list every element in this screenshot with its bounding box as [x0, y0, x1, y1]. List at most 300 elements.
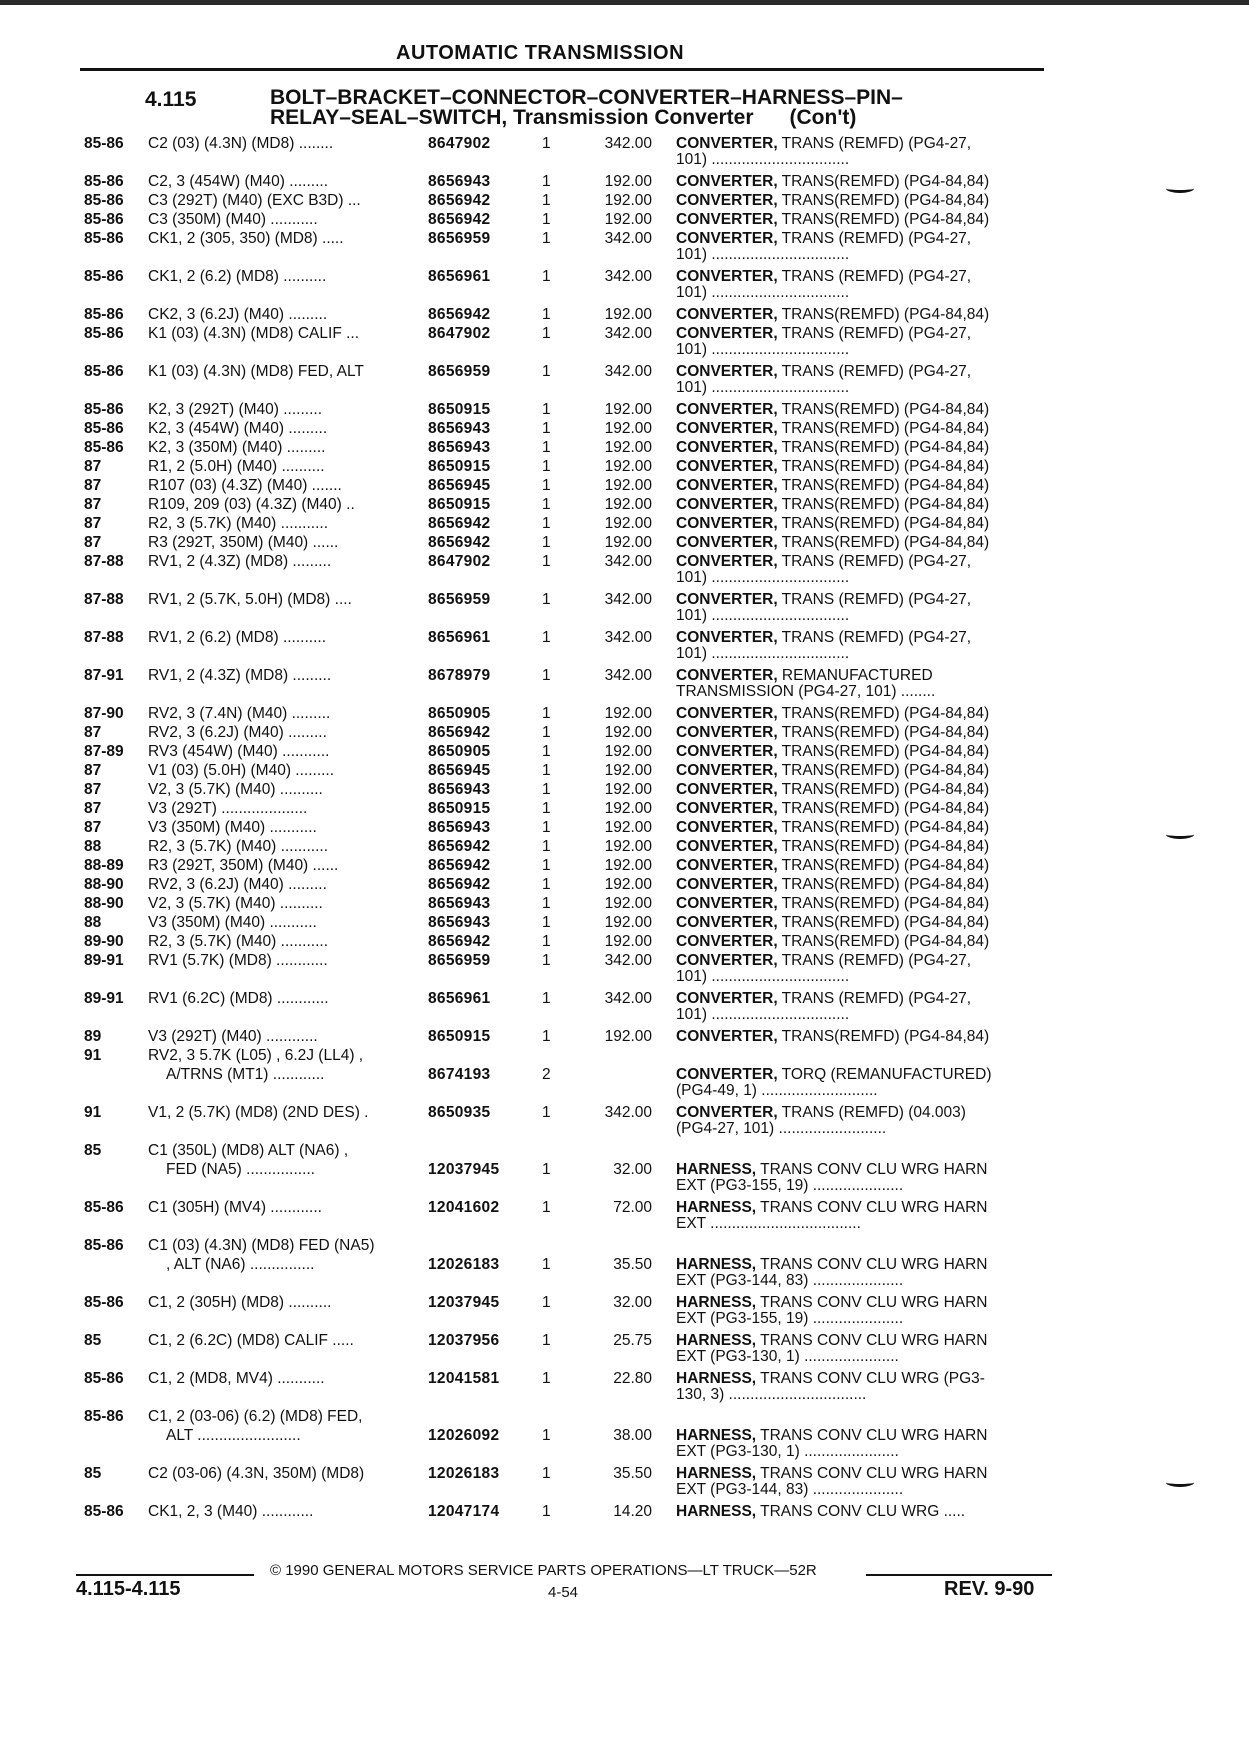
price: 192.00 — [604, 895, 652, 912]
part-number: 12041602 — [428, 1199, 500, 1216]
quantity: 1 — [542, 211, 551, 228]
table-row — [0, 913, 1249, 933]
part-number: 8656961 — [428, 629, 491, 646]
quantity: 1 — [542, 534, 551, 551]
model-years: 85-86 — [84, 1503, 124, 1520]
description-keyword: HARNESS, — [676, 1256, 757, 1273]
application: CK1, 2 (6.2) (MD8) .......... — [148, 268, 327, 285]
description — [676, 723, 1042, 742]
application: V2, 3 (5.7K) (M40) .......... — [148, 895, 323, 912]
description-keyword: CONVERTER, — [676, 990, 778, 1007]
price: 192.00 — [604, 933, 652, 950]
application: R2, 3 (5.7K) (M40) ........... — [148, 838, 329, 855]
description-text: TRANS (REMFD) (PG4-27, — [777, 135, 972, 152]
description-keyword: CONVERTER, — [676, 192, 778, 209]
description-keyword: HARNESS, — [676, 1427, 757, 1444]
model-years: 85-86 — [84, 268, 124, 285]
description-text: TRANS(REMFD) (PG4-84,84) — [777, 743, 990, 760]
quantity: 1 — [542, 1294, 551, 1311]
description — [676, 400, 1042, 419]
application: RV1, 2 (4.3Z) (MD8) ......... — [148, 667, 332, 684]
application: CK2, 3 (6.2J) (M40) ......... — [148, 306, 328, 323]
description-keyword: CONVERTER, — [676, 173, 778, 190]
application: K2, 3 (292T) (M40) ......... — [148, 401, 322, 418]
description-text: TRANS(REMFD) (PG4-84,84) — [777, 876, 990, 893]
binder-hole-mark — [1166, 1478, 1194, 1487]
model-years: 87-88 — [84, 591, 124, 608]
quantity: 1 — [542, 895, 551, 912]
price: 342.00 — [604, 1104, 652, 1121]
table-row-continuation — [0, 1176, 1249, 1196]
model-years: 85 — [84, 1142, 102, 1159]
model-years: 85-86 — [84, 230, 124, 247]
description-text: TRANS(REMFD) (PG4-84,84) — [777, 192, 990, 209]
table-row-continuation — [0, 1271, 1249, 1291]
quantity: 1 — [542, 268, 551, 285]
description — [676, 837, 1042, 856]
description-keyword: HARNESS, — [676, 1503, 757, 1520]
model-years: 87 — [84, 762, 102, 779]
price: 192.00 — [604, 496, 652, 513]
part-number: 8656943 — [428, 781, 491, 798]
table-row-continuation — [0, 1480, 1249, 1500]
description-continuation: 101) ................................ — [676, 151, 850, 168]
description-keyword: CONVERTER, — [676, 135, 778, 152]
description-keyword: CONVERTER, — [676, 1104, 778, 1121]
description-text: TRANS(REMFD) (PG4-84,84) — [777, 306, 990, 323]
description — [676, 856, 1042, 875]
description-text: TRANS CONV CLU WRG HARN — [756, 1294, 988, 1311]
description — [676, 305, 1042, 324]
model-years: 88 — [84, 914, 102, 931]
part-number: 8656959 — [428, 591, 491, 608]
quantity: 1 — [542, 781, 551, 798]
application: K2, 3 (350M) (M40) ......... — [148, 439, 326, 456]
application: C2 (03) (4.3N) (MD8) ........ — [148, 135, 334, 152]
table-row-continuation — [0, 1005, 1249, 1025]
price: 342.00 — [604, 952, 652, 969]
table-row-continuation — [0, 1385, 1249, 1405]
application: V3 (292T) .................... — [148, 800, 308, 817]
description-keyword: HARNESS, — [676, 1332, 757, 1349]
description-keyword: CONVERTER, — [676, 363, 778, 380]
description-text: TRANS(REMFD) (PG4-84,84) — [777, 420, 990, 437]
part-number: 8674193 — [428, 1066, 491, 1083]
description-keyword: CONVERTER, — [676, 1028, 778, 1045]
part-number: 8650915 — [428, 401, 491, 418]
description-text: TRANS(REMFD) (PG4-84,84) — [777, 762, 990, 779]
model-years: 88-90 — [84, 876, 124, 893]
quantity: 1 — [542, 306, 551, 323]
part-number: 8656943 — [428, 895, 491, 912]
description-keyword: CONVERTER, — [676, 306, 778, 323]
price: 35.50 — [613, 1465, 652, 1482]
description-text: TRANS CONV CLU WRG HARN — [756, 1199, 988, 1216]
table-row — [0, 856, 1249, 876]
model-years: 87 — [84, 819, 102, 836]
description-keyword: CONVERTER, — [676, 477, 778, 494]
description-keyword: CONVERTER, — [676, 534, 778, 551]
model-years: 85-86 — [84, 1370, 124, 1387]
quantity: 1 — [542, 553, 551, 570]
description-keyword: CONVERTER, — [676, 762, 778, 779]
description — [676, 704, 1042, 723]
part-number: 8656942 — [428, 857, 491, 874]
table-row — [0, 799, 1249, 819]
description-keyword: CONVERTER, — [676, 819, 778, 836]
description-keyword: CONVERTER, — [676, 724, 778, 741]
description-text: TRANS(REMFD) (PG4-84,84) — [777, 534, 990, 551]
quantity: 1 — [542, 1503, 551, 1520]
part-number: 8656943 — [428, 914, 491, 931]
price: 192.00 — [604, 306, 652, 323]
application: V2, 3 (5.7K) (M40) .......... — [148, 781, 323, 798]
table-row — [0, 1407, 1249, 1427]
table-row — [0, 476, 1249, 496]
application: R2, 3 (5.7K) (M40) ........... — [148, 933, 329, 950]
description-text: TRANS(REMFD) (PG4-84,84) — [777, 819, 990, 836]
table-row-continuation — [0, 644, 1249, 664]
description-continuation: 101) ................................ — [676, 284, 850, 301]
price: 192.00 — [604, 420, 652, 437]
table-row-continuation — [0, 283, 1249, 303]
part-number: 8647902 — [428, 553, 491, 570]
description-keyword: CONVERTER, — [676, 496, 778, 513]
part-number: 8656942 — [428, 933, 491, 950]
part-number: 12037945 — [428, 1294, 500, 1311]
description-keyword: HARNESS, — [676, 1370, 757, 1387]
description-keyword: CONVERTER, — [676, 781, 778, 798]
model-years: 85-86 — [84, 1294, 124, 1311]
table-row — [0, 932, 1249, 952]
description-keyword: CONVERTER, — [676, 458, 778, 475]
table-row-continuation — [0, 1081, 1249, 1101]
heading-line-2 — [270, 106, 856, 130]
quantity: 1 — [542, 1199, 551, 1216]
application: FED (NA5) ................ — [166, 1161, 315, 1178]
price: 192.00 — [604, 819, 652, 836]
application: RV2, 3 (6.2J) (M40) ......... — [148, 876, 327, 893]
quantity: 1 — [542, 838, 551, 855]
description-text: TRANS (REMFD) (PG4-27, — [777, 325, 972, 342]
model-years: 87 — [84, 800, 102, 817]
description — [676, 742, 1042, 761]
price: 35.50 — [613, 1256, 652, 1273]
part-number: 8650905 — [428, 743, 491, 760]
application: C2 (03-06) (4.3N, 350M) (MD8) — [148, 1465, 365, 1482]
description-text: TRANS (REMFD) (PG4-27, — [777, 553, 972, 570]
application: R3 (292T, 350M) (M40) ...... — [148, 857, 339, 874]
description-keyword: CONVERTER, — [676, 401, 778, 418]
part-number: 12026183 — [428, 1465, 500, 1482]
table-row — [0, 533, 1249, 553]
description-text: TRANS(REMFD) (PG4-84,84) — [777, 439, 990, 456]
table-row — [0, 1027, 1249, 1047]
description — [676, 913, 1042, 932]
application: C3 (292T) (M40) (EXC B3D) ... — [148, 192, 361, 209]
description-keyword: CONVERTER, — [676, 952, 778, 969]
price: 192.00 — [604, 401, 652, 418]
table-row-continuation — [0, 340, 1249, 360]
description-keyword: CONVERTER, — [676, 325, 778, 342]
quantity: 1 — [542, 363, 551, 380]
model-years: 85-86 — [84, 1237, 124, 1254]
model-years: 85-86 — [84, 420, 124, 437]
price: 38.00 — [613, 1427, 652, 1444]
binder-hole-mark — [1166, 830, 1194, 839]
application: RV1, 2 (5.7K, 5.0H) (MD8) .... — [148, 591, 352, 608]
model-years: 87-88 — [84, 629, 124, 646]
description — [676, 191, 1042, 210]
part-number: 8650915 — [428, 458, 491, 475]
description-text: TRANS (REMFD) (PG4-27, — [777, 591, 972, 608]
table-row — [0, 400, 1249, 420]
quantity: 1 — [542, 477, 551, 494]
heading-number: 4.115 — [145, 88, 197, 111]
part-number: 8656942 — [428, 306, 491, 323]
description — [676, 799, 1042, 818]
description — [676, 514, 1042, 533]
application: R109, 209 (03) (4.3Z) (M40) .. — [148, 496, 355, 513]
part-number: 8656961 — [428, 268, 491, 285]
quantity: 2 — [542, 1066, 551, 1083]
description-keyword: CONVERTER, — [676, 667, 778, 684]
description — [676, 495, 1042, 514]
quantity: 1 — [542, 401, 551, 418]
quantity: 1 — [542, 743, 551, 760]
application: K1 (03) (4.3N) (MD8) FED, ALT — [148, 363, 364, 380]
price: 72.00 — [613, 1199, 652, 1216]
description-text: TRANS(REMFD) (PG4-84,84) — [777, 933, 990, 950]
quantity: 1 — [542, 173, 551, 190]
quantity: 1 — [542, 1427, 551, 1444]
quantity: 1 — [542, 496, 551, 513]
footer-rule-right — [866, 1574, 1052, 1576]
price: 192.00 — [604, 800, 652, 817]
description-continuation: EXT (PG3-130, 1) ...................... — [676, 1443, 899, 1460]
price: 192.00 — [604, 458, 652, 475]
description — [676, 818, 1042, 837]
quantity: 1 — [542, 990, 551, 1007]
description-keyword: CONVERTER, — [676, 591, 778, 608]
quantity: 1 — [542, 1256, 551, 1273]
part-number: 8656959 — [428, 230, 491, 247]
table-row — [0, 780, 1249, 800]
price: 342.00 — [604, 325, 652, 342]
part-number: 12037945 — [428, 1161, 500, 1178]
description-text: TRANS(REMFD) (PG4-84,84) — [777, 781, 990, 798]
price: 192.00 — [604, 1028, 652, 1045]
application: V3 (350M) (M40) ........... — [148, 914, 317, 931]
part-number: 8656961 — [428, 990, 491, 1007]
description — [676, 172, 1042, 191]
table-row — [0, 419, 1249, 439]
quantity: 1 — [542, 192, 551, 209]
description-text: TRANS(REMFD) (PG4-84,84) — [777, 477, 990, 494]
model-years: 89-90 — [84, 933, 124, 950]
description-keyword: CONVERTER, — [676, 933, 778, 950]
model-years: 91 — [84, 1047, 102, 1064]
price: 192.00 — [604, 173, 652, 190]
description-continuation: EXT (PG3-144, 83) ..................... — [676, 1481, 904, 1498]
model-years: 85-86 — [84, 1199, 124, 1216]
description-continuation: 101) ................................ — [676, 246, 850, 263]
table-row — [0, 723, 1249, 743]
description-text: TRANS CONV CLU WRG HARN — [756, 1332, 988, 1349]
model-years: 87 — [84, 724, 102, 741]
description-keyword: CONVERTER, — [676, 743, 778, 760]
application: K1 (03) (4.3N) (MD8) CALIF ... — [148, 325, 360, 342]
quantity: 1 — [542, 762, 551, 779]
application: V3 (292T) (M40) ............ — [148, 1028, 318, 1045]
part-number: 8656943 — [428, 173, 491, 190]
price: 192.00 — [604, 192, 652, 209]
description-continuation: 101) ................................ — [676, 645, 850, 662]
table-row-continuation — [0, 150, 1249, 170]
table-row — [0, 210, 1249, 230]
application: C1, 2 (6.2C) (MD8) CALIF ..... — [148, 1332, 354, 1349]
table-row-continuation — [0, 568, 1249, 588]
application: RV1 (5.7K) (MD8) ............ — [148, 952, 328, 969]
table-row — [0, 761, 1249, 781]
application: A/TRNS (MT1) ............ — [166, 1066, 325, 1083]
footer-rule-left — [76, 1574, 254, 1576]
quantity: 1 — [542, 800, 551, 817]
description-text: TRANS(REMFD) (PG4-84,84) — [777, 857, 990, 874]
description-keyword: CONVERTER, — [676, 705, 778, 722]
quantity: 1 — [542, 135, 551, 152]
description-text: TRANS(REMFD) (PG4-84,84) — [777, 1028, 990, 1045]
model-years: 87 — [84, 477, 102, 494]
table-row-continuation — [0, 606, 1249, 626]
part-number: 8650905 — [428, 705, 491, 722]
part-number: 12047174 — [428, 1503, 500, 1520]
table-row-continuation — [0, 1119, 1249, 1139]
description-keyword: HARNESS, — [676, 1294, 757, 1311]
heading-line-2-part-a: RELAY–SEAL–SWITCH, — [270, 106, 508, 129]
application: C3 (350M) (M40) ........... — [148, 211, 318, 228]
quantity: 1 — [542, 420, 551, 437]
quantity: 1 — [542, 933, 551, 950]
table-row-continuation — [0, 682, 1249, 702]
application: RV1, 2 (4.3Z) (MD8) ......... — [148, 553, 332, 570]
description-text: TRANS(REMFD) (PG4-84,84) — [777, 800, 990, 817]
quantity: 1 — [542, 705, 551, 722]
table-row-continuation — [0, 1442, 1249, 1462]
quantity: 1 — [542, 724, 551, 741]
part-number: 8656959 — [428, 363, 491, 380]
description — [676, 1502, 1042, 1521]
description-keyword: CONVERTER, — [676, 268, 778, 285]
application: V1, 2 (5.7K) (MD8) (2ND DES) . — [148, 1104, 369, 1121]
application: RV1 (6.2C) (MD8) ............ — [148, 990, 329, 1007]
quantity: 1 — [542, 1465, 551, 1482]
table-row — [0, 837, 1249, 857]
description-continuation: EXT (PG3-130, 1) ...................... — [676, 1348, 899, 1365]
model-years: 85-86 — [84, 135, 124, 152]
model-years: 85-86 — [84, 1408, 124, 1425]
description-keyword: CONVERTER, — [676, 629, 778, 646]
section-reference: 4.115-4.115 — [76, 1578, 181, 1600]
application: K2, 3 (454W) (M40) ......... — [148, 420, 328, 437]
table-row — [0, 305, 1249, 325]
table-row — [0, 438, 1249, 458]
quantity: 1 — [542, 914, 551, 931]
table-row — [0, 1236, 1249, 1256]
part-number: 12026183 — [428, 1256, 500, 1273]
header-rule — [80, 68, 1044, 71]
description-text: TRANS CONV CLU WRG HARN — [756, 1161, 988, 1178]
model-years: 85-86 — [84, 211, 124, 228]
table-row — [0, 875, 1249, 895]
description-keyword: CONVERTER, — [676, 1066, 778, 1083]
description-keyword: CONVERTER, — [676, 838, 778, 855]
section-title: AUTOMATIC TRANSMISSION — [396, 42, 685, 64]
binder-hole-mark — [1166, 184, 1194, 193]
quantity: 1 — [542, 1370, 551, 1387]
description-keyword: CONVERTER, — [676, 439, 778, 456]
description — [676, 932, 1042, 951]
model-years: 88-90 — [84, 895, 124, 912]
price: 192.00 — [604, 705, 652, 722]
model-years: 85-86 — [84, 363, 124, 380]
description-text: TRANS CONV CLU WRG HARN — [756, 1256, 988, 1273]
price: 192.00 — [604, 781, 652, 798]
price: 192.00 — [604, 914, 652, 931]
part-number: 8656945 — [428, 477, 491, 494]
part-number: 8650915 — [428, 496, 491, 513]
description-continuation: EXT ................................... — [676, 1215, 861, 1232]
application: R3 (292T, 350M) (M40) ...... — [148, 534, 339, 551]
table-row — [0, 457, 1249, 477]
description-text: TRANS(REMFD) (PG4-84,84) — [777, 496, 990, 513]
application: RV3 (454W) (M40) ........... — [148, 743, 330, 760]
part-number: 8656942 — [428, 724, 491, 741]
description-text: REMANUFACTURED — [777, 667, 933, 684]
application: R1, 2 (5.0H) (M40) .......... — [148, 458, 325, 475]
application: RV2, 3 5.7K (L05) , 6.2J (LL4) , — [148, 1047, 364, 1064]
application: RV2, 3 (7.4N) (M40) ......... — [148, 705, 331, 722]
application: C2, 3 (454W) (M40) ......... — [148, 173, 329, 190]
description-text: TRANS(REMFD) (PG4-84,84) — [777, 705, 990, 722]
model-years: 87 — [84, 781, 102, 798]
description-text: TRANS(REMFD) (PG4-84,84) — [777, 173, 990, 190]
model-years: 87-91 — [84, 667, 124, 684]
description — [676, 533, 1042, 552]
application: CK1, 2 (305, 350) (MD8) ..... — [148, 230, 344, 247]
price: 32.00 — [613, 1294, 652, 1311]
price: 342.00 — [604, 268, 652, 285]
description-continuation: EXT (PG3-144, 83) ..................... — [676, 1272, 904, 1289]
description-keyword: CONVERTER, — [676, 800, 778, 817]
table-row — [0, 495, 1249, 515]
quantity: 1 — [542, 876, 551, 893]
description — [676, 875, 1042, 894]
description-text: TRANS (REMFD) (PG4-27, — [777, 952, 972, 969]
description-text: TRANS (REMFD) (PG4-27, — [777, 629, 972, 646]
description-text: TRANS(REMFD) (PG4-84,84) — [777, 458, 990, 475]
quantity: 1 — [542, 819, 551, 836]
model-years: 85-86 — [84, 192, 124, 209]
description-continuation: EXT (PG3-155, 19) ..................... — [676, 1310, 904, 1327]
application: R107 (03) (4.3Z) (M40) ....... — [148, 477, 342, 494]
description-text: TRANS (REMFD) (PG4-27, — [777, 363, 972, 380]
model-years: 87-89 — [84, 743, 124, 760]
quantity: 1 — [542, 857, 551, 874]
part-number: 12041581 — [428, 1370, 500, 1387]
price: 14.20 — [613, 1503, 652, 1520]
application: C1 (350L) (MD8) ALT (NA6) , — [148, 1142, 349, 1159]
